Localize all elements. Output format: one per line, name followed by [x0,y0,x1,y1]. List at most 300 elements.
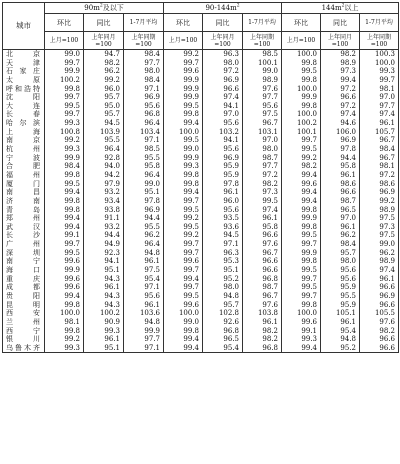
sub-header-mom: 环比 [282,14,321,32]
index-value-cell: 97.1 [124,85,164,94]
city-name-cell: 乌鲁木齐 [3,344,45,353]
index-value-cell: 99.7 [282,275,321,284]
index-value-cell: 98.7 [243,154,282,163]
index-value-cell: 95.5 [321,292,360,301]
index-value-cell: 95.0 [84,102,124,111]
index-value-cell: 97.2 [243,171,282,180]
city-name-cell: 贵阳 [3,292,45,301]
city-name-cell: 西宁 [3,327,45,336]
city-name-cell: 宁波 [3,154,45,163]
index-value-cell: 99.9 [45,266,84,275]
index-value-cell: 95.7 [84,93,124,102]
table-row [3,188,399,197]
table-row [3,93,399,102]
index-value-cell: 94.4 [124,214,164,223]
index-value-cell: 99.2 [45,335,84,344]
table-row [3,318,399,327]
index-value-cell: 99.5 [243,197,282,206]
index-value-cell: 98.2 [243,180,282,189]
index-value-cell: 99.3 [45,344,84,353]
price-index-table-wrapper [2,2,398,353]
table-row [3,214,399,223]
city-name-cell: 银川 [3,335,45,344]
index-value-cell: 99.8 [164,180,203,189]
index-value-cell: 100.2 [84,309,124,318]
index-value-cell: 97.5 [243,110,282,119]
index-value-cell: 96.3 [203,249,243,258]
index-value-cell: 99.8 [282,76,321,85]
index-value-cell: 95.1 [203,266,243,275]
index-value-cell: 103.1 [243,128,282,137]
index-value-cell: 94.6 [321,119,360,128]
index-value-cell: 97.1 [203,240,243,249]
index-value-cell: 94.3 [84,275,124,284]
index-value-cell: 95.7 [203,301,243,310]
index-value-cell: 99.0 [243,67,282,76]
index-value-cell: 95.5 [84,136,124,145]
index-value-cell: 96.1 [321,318,360,327]
index-value-cell: 95.8 [124,162,164,171]
index-value-cell: 97.6 [243,85,282,94]
index-value-cell: 96.7 [360,136,399,145]
index-value-cell: 99.4 [164,119,203,128]
city-name-cell: 厦门 [3,180,45,189]
index-value-cell: 99.4 [45,223,84,232]
index-value-cell: 99.9 [164,93,203,102]
index-value-cell: 96.2 [321,231,360,240]
table-row [3,327,399,336]
index-value-cell: 96.2 [360,249,399,258]
table-row [3,257,399,266]
index-value-cell: 98.4 [124,76,164,85]
index-value-cell: 99.7 [360,76,399,85]
index-value-cell: 99.4 [45,214,84,223]
index-value-cell: 96.6 [243,266,282,275]
index-value-cell: 98.4 [321,240,360,249]
index-value-cell: 96.6 [243,257,282,266]
table-row [3,67,399,76]
index-value-cell: 100.2 [282,119,321,128]
index-value-cell: 97.7 [124,335,164,344]
city-column-header: 城市 [3,3,45,50]
index-value-cell: 95.6 [203,145,243,154]
base-header-prev-month: 上月=100 [45,32,84,50]
index-value-cell: 94.5 [84,119,124,128]
index-value-cell: 96.6 [360,301,399,310]
index-value-cell: 99.7 [164,266,203,275]
index-value-cell: 103.6 [124,309,164,318]
index-value-cell: 99.4 [164,275,203,284]
index-value-cell: 96.1 [243,318,282,327]
index-value-cell: 96.4 [124,240,164,249]
index-value-cell: 99.0 [164,145,203,154]
index-value-cell: 99.5 [45,249,84,258]
index-value-cell: 98.9 [360,206,399,215]
index-value-cell: 98.1 [360,162,399,171]
index-value-cell: 97.9 [84,180,124,189]
index-value-cell: 99.8 [282,223,321,232]
index-value-cell: 99.7 [164,283,203,292]
index-value-cell: 98.6 [360,180,399,189]
index-value-cell: 97.6 [243,301,282,310]
index-value-cell: 97.5 [360,231,399,240]
table-row [3,162,399,171]
index-value-cell: 95.7 [321,249,360,258]
index-value-cell: 100.2 [45,76,84,85]
index-value-cell: 99.6 [45,257,84,266]
index-value-cell: 97.2 [203,67,243,76]
index-value-cell: 100.0 [360,59,399,68]
table-row [3,59,399,68]
sub-header-mom: 环比 [45,14,84,32]
index-value-cell: 97.5 [124,266,164,275]
index-value-cell: 98.1 [45,318,84,327]
index-value-cell: 99.5 [164,206,203,215]
index-value-cell: 96.1 [84,335,124,344]
index-value-cell: 95.4 [321,327,360,336]
index-value-cell: 99.8 [45,327,84,336]
index-value-cell: 99.2 [164,50,203,59]
index-value-cell: 99.4 [321,76,360,85]
index-value-cell: 93.2 [84,223,124,232]
index-value-cell: 96.9 [124,93,164,102]
index-value-cell: 97.4 [360,266,399,275]
city-name-cell: 重庆 [3,275,45,284]
table-row [3,309,399,318]
index-value-cell: 97.3 [243,188,282,197]
index-value-cell: 96.9 [124,206,164,215]
index-value-cell: 99.7 [45,59,84,68]
city-name-cell: 郑州 [3,214,45,223]
group-label-main: 90-144m [205,4,237,12]
housing-price-index-table [2,2,399,353]
index-value-cell: 99.3 [45,145,84,154]
index-value-cell: 95.1 [84,344,124,353]
base-header-same-period: 上年同期=100 [124,32,164,50]
index-value-cell: 99.4 [164,335,203,344]
index-value-cell: 95.6 [124,292,164,301]
index-value-cell: 96.2 [84,67,124,76]
index-value-cell: 96.6 [321,188,360,197]
index-value-cell: 94.3 [84,301,124,310]
group-header-under-90 [45,3,164,14]
index-value-cell: 95.1 [84,266,124,275]
index-value-cell: 96.1 [321,171,360,180]
city-name-cell: 济南 [3,197,45,206]
index-value-cell: 96.1 [124,301,164,310]
index-value-cell: 95.5 [124,154,164,163]
sub-header-ytd-avg: 1-7月平均 [124,14,164,32]
city-name-cell: 太原 [3,76,45,85]
index-value-cell: 99.7 [282,292,321,301]
index-value-cell: 94.4 [84,231,124,240]
index-value-cell: 96.6 [360,335,399,344]
base-header-prev-month: 上月=100 [164,32,203,50]
index-value-cell: 95.6 [124,102,164,111]
index-value-cell: 96.8 [243,275,282,284]
index-value-cell: 99.2 [45,136,84,145]
index-value-cell: 96.6 [360,283,399,292]
sub-header-yoy: 同比 [203,14,243,32]
index-value-cell: 96.1 [124,257,164,266]
city-name-cell: 沈阳 [3,93,45,102]
index-value-cell: 97.4 [360,110,399,119]
index-value-cell: 99.9 [164,154,203,163]
table-row [3,266,399,275]
index-value-cell: 99.9 [124,327,164,336]
index-value-cell: 96.8 [243,344,282,353]
index-value-cell: 99.7 [45,93,84,102]
index-value-cell: 96.4 [84,145,124,154]
index-value-cell: 97.0 [360,93,399,102]
index-value-cell: 94.8 [321,335,360,344]
city-name-cell: 南昌 [3,188,45,197]
index-value-cell: 96.9 [321,136,360,145]
index-value-cell: 96.6 [203,85,243,94]
index-value-cell: 98.9 [321,59,360,68]
index-value-cell: 96.1 [321,223,360,232]
index-value-cell: 99.8 [282,301,321,310]
index-value-cell: 98.5 [124,145,164,154]
index-value-cell: 95.9 [321,283,360,292]
index-value-cell: 94.8 [124,318,164,327]
base-header-same-period: 上年同期=100 [360,32,399,50]
index-value-cell: 95.8 [243,223,282,232]
index-value-cell: 99.7 [164,59,203,68]
city-name-cell: 合肥 [3,162,45,171]
index-value-cell: 99.8 [282,206,321,215]
table-row [3,128,399,137]
index-value-cell: 97.3 [321,67,360,76]
index-value-cell: 96.9 [360,292,399,301]
index-value-cell: 99.7 [282,136,321,145]
index-value-cell: 99.5 [282,266,321,275]
table-row [3,76,399,85]
city-name-cell: 西安 [3,309,45,318]
index-value-cell: 96.9 [203,154,243,163]
index-value-cell: 98.2 [243,327,282,336]
index-value-cell: 98.4 [360,145,399,154]
index-value-cell: 97.8 [124,197,164,206]
index-value-cell: 99.8 [45,171,84,180]
index-value-cell: 97.8 [203,180,243,189]
table-row [3,110,399,119]
sub-header-ytd-avg: 1-7月平均 [360,14,399,32]
table-row [3,240,399,249]
index-value-cell: 94.4 [321,154,360,163]
index-value-cell: 98.0 [243,145,282,154]
table-row [3,171,399,180]
index-value-cell: 99.8 [45,197,84,206]
index-value-cell: 99.8 [164,327,203,336]
index-value-cell: 95.4 [203,344,243,353]
index-value-cell: 93.5 [203,214,243,223]
index-value-cell: 94.3 [84,292,124,301]
index-value-cell: 94.1 [203,136,243,145]
index-value-cell: 99.0 [360,240,399,249]
index-value-cell: 100.0 [45,309,84,318]
city-name-cell: 大连 [3,102,45,111]
city-name-cell: 武汉 [3,223,45,232]
index-value-cell: 96.8 [124,110,164,119]
index-value-cell: 90.9 [84,318,124,327]
index-value-cell: 97.2 [321,85,360,94]
index-value-cell: 99.7 [45,110,84,119]
city-name-cell: 呼和浩特 [3,85,45,94]
city-name-cell: 福州 [3,171,45,180]
city-name-cell: 杭州 [3,145,45,154]
index-value-cell: 98.7 [321,197,360,206]
city-name-cell: 长沙 [3,231,45,240]
index-value-cell: 96.1 [360,275,399,284]
index-value-cell: 95.6 [321,266,360,275]
index-value-cell: 100.0 [282,85,321,94]
index-value-cell: 97.7 [243,93,282,102]
index-value-cell: 100.0 [282,110,321,119]
table-row [3,136,399,145]
index-value-cell: 97.4 [203,93,243,102]
index-value-cell: 96.5 [203,335,243,344]
index-value-cell: 99.4 [45,292,84,301]
index-value-cell: 98.0 [203,283,243,292]
table-row [3,223,399,232]
index-value-cell: 99.8 [282,257,321,266]
index-value-cell: 97.5 [360,214,399,223]
index-value-cell: 99.2 [84,76,124,85]
table-row [3,50,399,59]
base-header-same-period: 上年同期=100 [243,32,282,50]
index-value-cell: 95.8 [321,162,360,171]
index-value-cell: 99.8 [45,85,84,94]
table-row [3,335,399,344]
index-value-cell: 99.5 [282,283,321,292]
index-value-cell: 93.2 [84,188,124,197]
index-value-cell: 98.5 [243,50,282,59]
index-value-cell: 99.7 [164,240,203,249]
table-row [3,301,399,310]
index-value-cell: 95.6 [321,275,360,284]
city-name-cell: 海口 [3,266,45,275]
city-name-cell: 天津 [3,59,45,68]
index-value-cell: 96.7 [243,249,282,258]
index-value-cell: 97.0 [321,214,360,223]
index-value-cell: 95.9 [203,171,243,180]
table-row [3,249,399,258]
sub-header-yoy: 同比 [321,14,360,32]
index-value-cell: 96.1 [360,119,399,128]
index-value-cell: 100.0 [164,309,203,318]
city-name-cell: 兰州 [3,318,45,327]
index-value-cell: 99.0 [45,50,84,59]
index-value-cell: 106.0 [321,128,360,137]
index-value-cell: 97.6 [243,240,282,249]
index-value-cell: 99.0 [124,180,164,189]
index-value-cell: 99.6 [282,180,321,189]
index-value-cell: 105.5 [360,309,399,318]
index-value-cell: 95.4 [124,275,164,284]
group-label-tail: 以上 [344,4,359,12]
index-value-cell: 99.1 [45,231,84,240]
index-value-cell: 99.2 [164,231,203,240]
index-value-cell: 99.6 [164,67,203,76]
index-value-cell: 96.6 [360,344,399,353]
index-value-cell: 99.8 [45,301,84,310]
index-value-cell: 100.1 [243,59,282,68]
index-value-cell: 98.4 [124,50,164,59]
index-value-cell: 92.3 [84,249,124,258]
index-value-cell: 99.5 [282,145,321,154]
index-value-cell: 98.2 [321,50,360,59]
index-value-cell: 98.2 [360,327,399,336]
index-value-cell: 99.6 [282,318,321,327]
index-value-cell: 92.6 [203,318,243,327]
index-value-cell: 99.8 [282,102,321,111]
index-value-cell: 94.1 [203,102,243,111]
index-value-cell: 98.0 [203,59,243,68]
index-value-cell: 99.7 [282,240,321,249]
index-value-cell: 97.7 [124,59,164,68]
index-value-cell: 94.5 [203,231,243,240]
table-row [3,197,399,206]
city-name-cell: 长春 [3,110,45,119]
index-value-cell: 96.0 [84,85,124,94]
index-value-cell: 99.9 [164,85,203,94]
index-value-cell: 96.6 [243,231,282,240]
index-value-cell: 99.9 [282,214,321,223]
index-value-cell: 96.0 [203,197,243,206]
base-header-prev-month: 上月=100 [282,32,321,50]
group-label-sup: 2 [341,3,345,9]
city-name-cell: 深圳 [3,249,45,258]
index-value-cell: 97.1 [124,344,164,353]
index-value-cell: 99.6 [164,257,203,266]
index-value-cell: 100.0 [282,309,321,318]
base-header-same-month: 上年同月=100 [321,32,360,50]
index-value-cell: 98.6 [321,180,360,189]
index-value-cell: 96.1 [84,283,124,292]
index-value-cell: 98.9 [360,257,399,266]
index-value-cell: 98.9 [243,76,282,85]
group-label-main: 90m [84,4,100,12]
index-value-cell: 97.3 [360,223,399,232]
index-value-cell: 99.7 [164,197,203,206]
index-value-cell: 98.0 [124,67,164,76]
table-header [3,3,399,50]
index-value-cell: 100.8 [45,128,84,137]
index-value-cell: 97.8 [321,145,360,154]
index-value-cell: 99.5 [164,292,203,301]
index-value-cell: 99.9 [282,249,321,258]
index-value-cell: 98.0 [321,257,360,266]
index-value-cell: 94.1 [84,257,124,266]
index-value-cell: 95.2 [203,275,243,284]
group-label-sup: 2 [236,3,240,9]
index-value-cell: 99.5 [164,223,203,232]
index-value-cell: 105.1 [321,309,360,318]
index-value-cell: 99.9 [282,93,321,102]
table-row [3,206,399,215]
index-value-cell: 96.7 [243,119,282,128]
index-value-cell: 91.1 [84,214,124,223]
index-value-cell: 97.7 [243,162,282,171]
index-value-cell: 94.0 [84,162,124,171]
index-value-cell: 100.3 [360,50,399,59]
index-value-cell: 97.7 [360,102,399,111]
table-row [3,154,399,163]
index-value-cell: 93.8 [84,206,124,215]
table-row [3,145,399,154]
index-value-cell: 99.6 [45,275,84,284]
